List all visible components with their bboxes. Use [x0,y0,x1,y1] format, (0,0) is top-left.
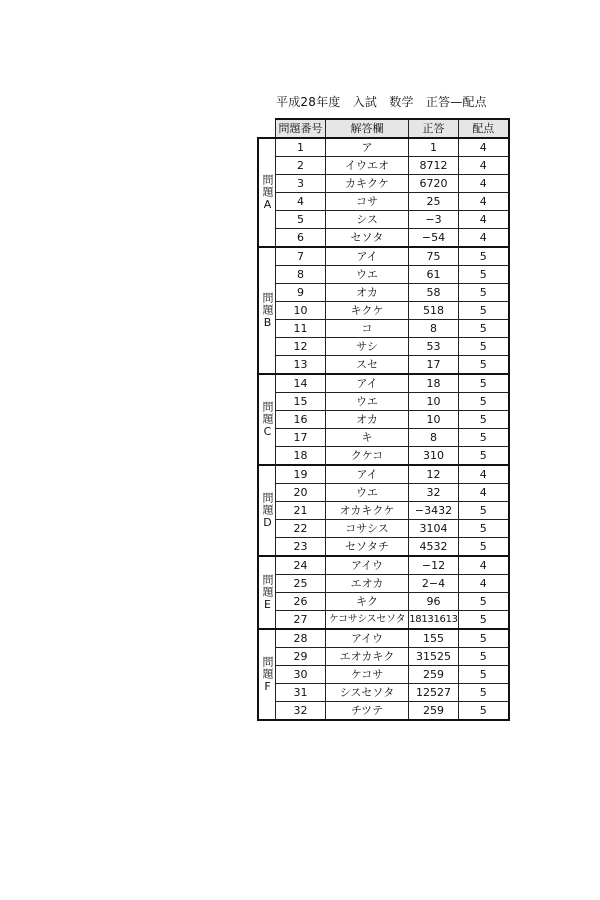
table-row [258,520,509,538]
points-cell: 5 [459,666,509,684]
correct-answer-cell: 4532 [409,538,459,557]
points-cell: 5 [459,702,509,721]
points-cell: 5 [459,320,509,338]
problem-number-cell: 22 [276,520,326,538]
correct-answer-cell: 310 [409,447,459,466]
problem-number-cell: 5 [276,211,326,229]
points-cell: 5 [459,411,509,429]
table-row [258,157,509,175]
correct-answer-cell: −12 [409,556,459,575]
correct-answer-cell: 2−4 [409,575,459,593]
problem-number-cell: 7 [276,247,326,266]
table-row [258,465,509,484]
correct-answer-cell: 259 [409,702,459,721]
correct-answer-cell: 53 [409,338,459,356]
points-cell: 5 [459,648,509,666]
problem-number-cell: 9 [276,284,326,302]
answer-field-cell: ウエ [326,393,409,411]
correct-answer-cell: 10 [409,411,459,429]
points-cell: 4 [459,484,509,502]
answer-field-cell: カキクケ [326,175,409,193]
answer-key-table [257,118,510,721]
points-cell: 5 [459,629,509,648]
answer-field-cell: コサ [326,193,409,211]
problem-number-cell: 29 [276,648,326,666]
table-row [258,247,509,266]
correct-answer-cell: 6720 [409,175,459,193]
points-cell: 5 [459,593,509,611]
table-row [258,320,509,338]
section-label: 問題B [261,291,274,330]
table-row [258,211,509,229]
problem-number-cell: 31 [276,684,326,702]
correct-answer-cell: 32 [409,484,459,502]
answer-field-cell: サシ [326,338,409,356]
table-row [258,284,509,302]
section-label-cell [258,629,276,720]
table-row [258,611,509,630]
problem-number-cell: 10 [276,302,326,320]
table-row [258,666,509,684]
problem-number-cell: 1 [276,138,326,157]
points-cell: 5 [459,684,509,702]
header-row [258,119,509,138]
correct-answer-cell: 259 [409,666,459,684]
correct-answer-cell: −54 [409,229,459,248]
answer-field-cell: キクケ [326,302,409,320]
answer-field-cell: シス [326,211,409,229]
points-cell: 5 [459,266,509,284]
problem-number-cell: 17 [276,429,326,447]
points-cell: 5 [459,247,509,266]
correct-answer-cell: 12 [409,465,459,484]
problem-number-cell: 23 [276,538,326,557]
answer-field-cell: オカ [326,411,409,429]
header-blank-cell [258,119,276,138]
table-row [258,175,509,193]
points-cell: 5 [459,393,509,411]
correct-answer-cell: −3 [409,211,459,229]
problem-number-cell: 2 [276,157,326,175]
table-row [258,684,509,702]
correct-answer-cell: 8 [409,320,459,338]
points-cell: 5 [459,429,509,447]
correct-answer-cell: 58 [409,284,459,302]
table-row [258,629,509,648]
correct-answer-cell: 31525 [409,648,459,666]
problem-number-cell: 6 [276,229,326,248]
table-row [258,538,509,557]
section-label-cell [258,138,276,247]
problem-number-cell: 8 [276,266,326,284]
correct-answer-cell: 10 [409,393,459,411]
points-cell: 4 [459,193,509,211]
table-row [258,484,509,502]
answer-field-cell: シスセソタ [326,684,409,702]
points-cell: 4 [459,138,509,157]
problem-number-cell: 13 [276,356,326,375]
answer-field-cell: スセ [326,356,409,375]
answer-field-cell: ウエ [326,266,409,284]
points-cell: 5 [459,611,509,630]
section-label: 問題E [261,573,274,612]
points-cell: 5 [459,284,509,302]
header-answer-field: 解答欄 [326,119,409,138]
answer-field-cell: イウエオ [326,157,409,175]
table-row [258,429,509,447]
problem-number-cell: 19 [276,465,326,484]
points-cell: 5 [459,338,509,356]
table-row [258,229,509,248]
points-cell: 4 [459,157,509,175]
problem-number-cell: 30 [276,666,326,684]
header-problem-number: 問題番号 [276,119,326,138]
correct-answer-cell: 96 [409,593,459,611]
table-row [258,502,509,520]
correct-answer-cell: 3104 [409,520,459,538]
answer-field-cell: ケコサ [326,666,409,684]
correct-answer-cell: 1 [409,138,459,157]
table-row [258,593,509,611]
problem-number-cell: 20 [276,484,326,502]
correct-answer-cell: 18131613 [409,611,459,630]
problem-number-cell: 3 [276,175,326,193]
table-row [258,356,509,375]
section-label: 問題F [261,655,274,694]
answer-field-cell: エオカ [326,575,409,593]
table-row [258,302,509,320]
page-title: 平成28年度 入試 数学 正答—配点 [276,95,487,109]
table-row [258,575,509,593]
section-label: 問題C [261,400,274,439]
problem-number-cell: 32 [276,702,326,721]
answer-field-cell: アイウ [326,556,409,575]
points-cell: 5 [459,356,509,375]
problem-number-cell: 14 [276,374,326,393]
table-row [258,393,509,411]
answer-field-cell: ケコサシスセソタ [326,611,409,630]
section-label-cell [258,374,276,465]
problem-number-cell: 4 [276,193,326,211]
answer-field-cell: オカ [326,284,409,302]
header-correct-answer: 正答 [409,119,459,138]
answer-field-cell: エオカキク [326,648,409,666]
table-row [258,338,509,356]
table-row [258,193,509,211]
correct-answer-cell: 61 [409,266,459,284]
problem-number-cell: 21 [276,502,326,520]
points-cell: 5 [459,302,509,320]
table-row [258,556,509,575]
problem-number-cell: 27 [276,611,326,630]
problem-number-cell: 28 [276,629,326,648]
points-cell: 5 [459,447,509,466]
answer-field-cell: クケコ [326,447,409,466]
table-row [258,374,509,393]
correct-answer-cell: 18 [409,374,459,393]
correct-answer-cell: 518 [409,302,459,320]
problem-number-cell: 11 [276,320,326,338]
answer-field-cell: セソタ [326,229,409,248]
table-body [258,138,509,720]
points-cell: 4 [459,465,509,484]
correct-answer-cell: 155 [409,629,459,648]
points-cell: 4 [459,556,509,575]
answer-field-cell: キ [326,429,409,447]
points-cell: 4 [459,175,509,193]
points-cell: 5 [459,374,509,393]
correct-answer-cell: 25 [409,193,459,211]
points-cell: 4 [459,211,509,229]
problem-number-cell: 24 [276,556,326,575]
answer-field-cell: セソタチ [326,538,409,557]
answer-field-cell: アイウ [326,629,409,648]
section-label-cell [258,247,276,374]
problem-number-cell: 18 [276,447,326,466]
answer-field-cell: チツテ [326,702,409,721]
problem-number-cell: 12 [276,338,326,356]
header-points: 配点 [459,119,509,138]
table-row [258,266,509,284]
section-label: 問題D [261,491,274,530]
answer-field-cell: ウエ [326,484,409,502]
section-label-cell [258,465,276,556]
problem-number-cell: 16 [276,411,326,429]
answer-field-cell: アイ [326,374,409,393]
points-cell: 4 [459,575,509,593]
correct-answer-cell: 8712 [409,157,459,175]
section-label: 問題A [261,173,274,212]
table-row [258,648,509,666]
points-cell: 5 [459,520,509,538]
section-label-cell [258,556,276,629]
answer-field-cell: コサシス [326,520,409,538]
answer-field-cell: アイ [326,247,409,266]
correct-answer-cell: 12527 [409,684,459,702]
points-cell: 5 [459,538,509,557]
correct-answer-cell: 8 [409,429,459,447]
points-cell: 4 [459,229,509,248]
table-row [258,411,509,429]
points-cell: 5 [459,502,509,520]
table-row [258,702,509,721]
correct-answer-cell: 17 [409,356,459,375]
problem-number-cell: 25 [276,575,326,593]
problem-number-cell: 26 [276,593,326,611]
correct-answer-cell: −3432 [409,502,459,520]
table-row [258,447,509,466]
answer-field-cell: ア [326,138,409,157]
table-row [258,138,509,157]
problem-number-cell: 15 [276,393,326,411]
correct-answer-cell: 75 [409,247,459,266]
answer-field-cell: コ [326,320,409,338]
answer-field-cell: オカキクケ [326,502,409,520]
answer-field-cell: キク [326,593,409,611]
answer-field-cell: アイ [326,465,409,484]
